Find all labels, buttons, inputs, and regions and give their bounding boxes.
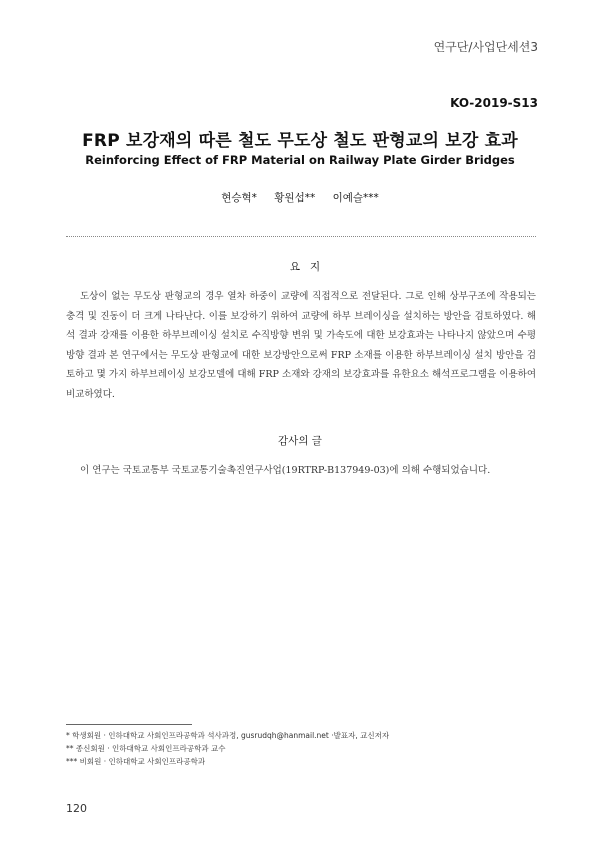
page-number: 120 (66, 802, 87, 815)
abstract-heading: 요지 (289, 261, 331, 273)
footnote-2: ** 종신회원 · 인하대학교 사회인프라공학과 교수 (66, 744, 226, 753)
section-divider (66, 236, 536, 237)
author-3: 이예슬*** (332, 192, 379, 204)
paper-title-english: Reinforcing Effect of FRP Material on Railway Plate Girder Bridges (85, 153, 515, 167)
footnote-3: *** 비회원 · 인하대학교 사회인프라공학과 (66, 757, 206, 766)
author-2: 황원섭** (274, 192, 316, 204)
acknowledgement-heading: 감사의 글 (278, 435, 322, 447)
acknowledgement-body: 이 연구는 국토교통부 국토교통기술촉진연구사업(19RTRP-B137949-03)에 의해 수행되었습니다. (80, 465, 491, 476)
author-list (0, 190, 600, 205)
footnotes (66, 729, 536, 768)
footnote-1: * 학생회원 · 인하대학교 사회인프라공학과 석사과정, gusrudqh@hanmail.net ·발표자, 교신저자 (66, 731, 390, 740)
paper-code: KO-2019-S13 (450, 96, 538, 110)
author-1: 현승혁* (221, 192, 257, 204)
footnote-divider (66, 724, 192, 725)
abstract-body: 도상이 없는 무도상 판형교의 경우 열차 하중이 교량에 직접적으로 전달된다. 그로 인해 상부구조에 작용되는 충격 및 진동이 더 크게 나타난다. 이를 보강하기 위하여 교량에 하부 브레이싱을 설치하는 방안을 검토하였다. 해석 결과 강재를 이용한 하부브레이싱 설치로 수직방향 변위 및 가속도에 대한 보강효과는 나타나지 않았으며 수평방향 결과 본 연구에서는 무도상 판형교에 대한 보강방안으로써 FRP 소재를 이용한 하부브레이싱 설치 방안을 검토하고 몇 가지 하부브레이싱 보강모델에 대해 FRP 소재와 강재의 보강효과를 유한요소 해석프로그램을 이용하여 비교하였다. (66, 291, 536, 400)
paper-title-korean: FRP 보강재의 따른 철도 무도상 철도 판형교의 보강 효과 (82, 131, 518, 151)
running-header: 연구단/사업단세션3 (433, 40, 538, 54)
